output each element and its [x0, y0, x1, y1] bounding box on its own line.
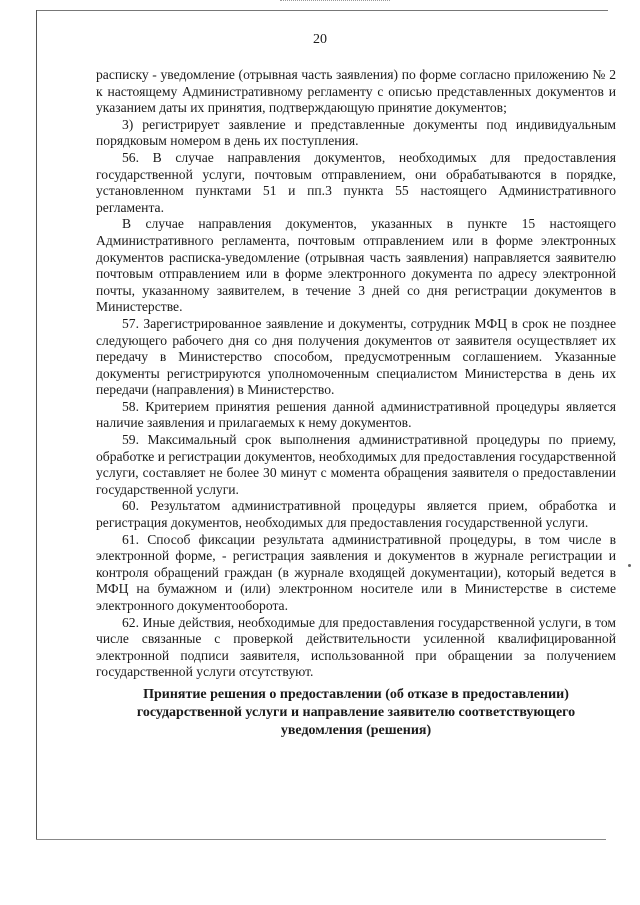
section-heading-line-2: государственной услуги и направление заявителю соответствующего: [136, 705, 576, 720]
section-heading: [96, 686, 616, 740]
page-number: 20: [313, 32, 327, 47]
paragraph-57: 57. Зарегистрированное заявление и документы, сотрудник МФЦ в срок не позднее следующего рабочего дня со дня получения документов от заявителя осуществляет их передачу в Министерство способом, предусмотренным соглашением. Указанные документы регистрируются уполномоченным специалистом Министерства в день их передачи (направления) в Министерство.: [96, 315, 616, 398]
section-heading-line-1: Принятие решения о предоставлении (об отказе в предоставлении): [143, 687, 569, 702]
scan-border-left: [36, 10, 37, 840]
paragraph-56: 56. В случае направления документов, необходимых для предоставления государственной услуги, почтовым отправлением, они обрабатываются в порядке, установленном пунктами 51 и пп.3 пункта 55 настоящего Административного регламента.: [96, 149, 616, 215]
paragraph-58: 58. Критерием принятия решения данной административной процедуры является наличие заявления и прилагаемых к нему документов.: [96, 398, 616, 431]
scan-top-marks: [280, 0, 390, 5]
body-text: [96, 67, 616, 681]
scan-border-top: [36, 10, 608, 11]
paragraph-61: 61. Способ фиксации результата административной процедуры, в том числе в электронной форме, - регистрация заявления и документов в журнале регистрации и контроля обращений граждан (в журнале входящей документации), который ведется в МФЦ на бумажном и (или) электронном носителе или в Министерстве в системе электронного документооборота.: [96, 531, 616, 613]
paragraph-56-cont: В случае направления документов, указанных в пункте 15 настоящего Административного регламента, почтовым отправлением или в форме электронных документов расписка-уведомление (отрывная часть заявления) направляется заявителю почтовым отправлением или в форме электронного документа по адресу электронной почты, указанному заявителем, в течение 3 дней со дня регистрации документов в Министерстве.: [96, 216, 616, 315]
section-heading-line-3: уведомления (решения): [280, 723, 432, 738]
paragraph-item-3: 3) регистрирует заявление и представленные документы под индивидуальным порядковым номером в день их поступления.: [96, 116, 616, 149]
paragraph-continuation: расписку - уведомление (отрывная часть заявления) по форме согласно приложению № 2 к настоящему Административному регламенту с описью представленных документов и указанием даты их принятия, подтверждающую принятие документов;: [96, 67, 616, 116]
scan-speck: [628, 564, 631, 567]
paragraph-62: 62. Иные действия, необходимые для предоставления государственной услуги, в том числе связанные с проверкой действительности усиленной квалифицированной электронной подписи заявителя, использованной при обращении за получением государственной услуги отсутствуют.: [96, 614, 616, 680]
paragraph-60: 60. Результатом административной процедуры является прием, обработка и регистрация документов, необходимых для предоставления государственной услуги.: [96, 498, 616, 531]
paragraph-59: 59. Максимальный срок выполнения административной процедуры по приему, обработке и регистрации документов, необходимых для предоставления государственной услуги, составляет не более 30 минут с момента обращения заявителя о предоставлении государственной услуги.: [96, 432, 616, 497]
scan-border-bottom: [36, 839, 606, 840]
